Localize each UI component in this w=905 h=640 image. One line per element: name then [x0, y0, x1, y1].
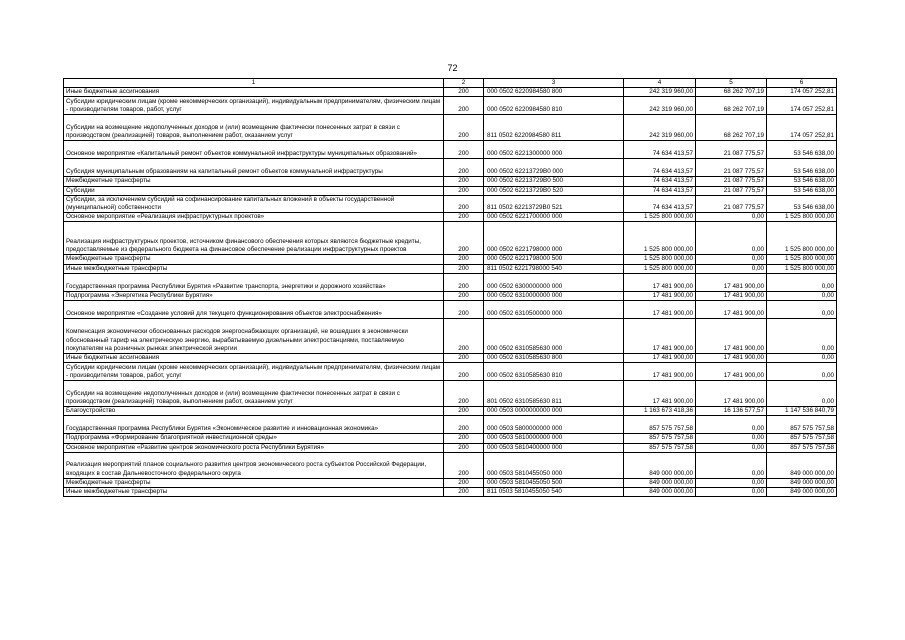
page-number: 72 [447, 63, 458, 73]
row-line-code-cell: 200 [444, 301, 484, 319]
row-approved-cell: 1 163 673 418,36 [624, 407, 696, 416]
row-executed-cell: 21 087 775,57 [696, 159, 767, 177]
row-executed-cell: 0,00 [696, 213, 767, 222]
row-budget-code-cell: 000 0503 0000000000 000 [484, 407, 624, 416]
table-row [64, 434, 837, 443]
row-approved-cell: 74 634 413,57 [624, 159, 696, 177]
table-row [64, 291, 837, 300]
row-line-code-cell: 200 [444, 273, 484, 291]
row-executed-cell: 21 087 775,57 [696, 186, 767, 195]
row-approved-cell: 849 000 000,00 [624, 452, 696, 478]
row-budget-code-cell: 000 0503 5810000000 000 [484, 434, 624, 443]
row-name-cell: Государственная программа Республики Бурятия «Развитие транспорта, энергетики и дорожного хозяйства» [64, 273, 444, 291]
row-name-cell: Государственная программа Республики Бурятия «Экономическое развитие и инновационная экономика» [64, 416, 444, 434]
row-unexecuted-cell: 1 525 800 000,00 [767, 255, 837, 264]
row-budget-code-cell: 000 0503 5800000000 000 [484, 416, 624, 434]
row-executed-cell: 0,00 [696, 222, 767, 255]
row-budget-code-cell: 000 0502 6220984580 800 [484, 88, 624, 97]
column-header: 5 [696, 79, 767, 88]
row-approved-cell: 857 575 757,58 [624, 416, 696, 434]
row-executed-cell: 17 481 900,00 [696, 381, 767, 407]
row-name-cell: Иные межбюджетные трансферты [64, 264, 444, 273]
row-name-cell: Основное мероприятие «Создание условий для текущего функционирования объектов электроснабжения» [64, 301, 444, 319]
row-executed-cell: 68 262 707,19 [696, 115, 767, 141]
row-executed-cell: 0,00 [696, 434, 767, 443]
row-budget-code-cell: 811 0502 6220984580 811 [484, 115, 624, 141]
table-row [64, 273, 837, 291]
row-executed-cell: 17 481 900,00 [696, 363, 767, 381]
row-executed-cell: 21 087 775,57 [696, 141, 767, 159]
table-row [64, 381, 837, 407]
row-executed-cell: 0,00 [696, 264, 767, 273]
row-executed-cell: 0,00 [696, 488, 767, 497]
table-row [64, 177, 837, 186]
table-row [64, 222, 837, 255]
table-row [64, 363, 837, 381]
row-approved-cell: 74 634 413,57 [624, 141, 696, 159]
row-executed-cell: 17 481 900,00 [696, 319, 767, 354]
row-approved-cell: 17 481 900,00 [624, 291, 696, 300]
row-executed-cell: 0,00 [696, 478, 767, 487]
row-budget-code-cell: 000 0502 6221300000 000 [484, 141, 624, 159]
row-line-code-cell: 200 [444, 488, 484, 497]
row-executed-cell: 17 481 900,00 [696, 301, 767, 319]
row-budget-code-cell: 000 0503 5810455050 500 [484, 478, 624, 487]
row-line-code-cell: 200 [444, 159, 484, 177]
row-line-code-cell: 200 [444, 291, 484, 300]
row-line-code-cell: 200 [444, 443, 484, 452]
row-budget-code-cell: 000 0502 62213729В0 000 [484, 159, 624, 177]
row-name-cell: Межбюджетные трансферты [64, 255, 444, 264]
row-budget-code-cell: 000 0502 62213729В0 520 [484, 186, 624, 195]
table-row [64, 88, 837, 97]
row-budget-code-cell: 000 0502 6300000000 000 [484, 273, 624, 291]
row-approved-cell: 17 481 900,00 [624, 363, 696, 381]
row-unexecuted-cell: 849 000 000,00 [767, 488, 837, 497]
row-line-code-cell: 200 [444, 381, 484, 407]
row-budget-code-cell: 000 0502 6310000000 000 [484, 291, 624, 300]
row-name-cell: Подпрограмма «Формирование благоприятной инвестиционной среды» [64, 434, 444, 443]
row-budget-code-cell: 801 0502 6310585630 811 [484, 381, 624, 407]
row-line-code-cell: 200 [444, 264, 484, 273]
row-unexecuted-cell: 0,00 [767, 301, 837, 319]
row-approved-cell: 849 000 000,00 [624, 488, 696, 497]
table-row [64, 141, 837, 159]
row-unexecuted-cell: 857 575 757,58 [767, 443, 837, 452]
table-row [64, 195, 837, 212]
table-row [64, 159, 837, 177]
row-approved-cell: 74 634 413,57 [624, 195, 696, 212]
table-row [64, 301, 837, 319]
row-name-cell: Основное мероприятие «Капитальный ремонт объектов коммунальной инфраструктуры муниципальных образований» [64, 141, 444, 159]
row-line-code-cell: 200 [444, 195, 484, 212]
row-line-code-cell: 200 [444, 97, 484, 115]
row-executed-cell: 68 262 707,19 [696, 97, 767, 115]
row-approved-cell: 242 319 960,00 [624, 115, 696, 141]
row-unexecuted-cell: 0,00 [767, 291, 837, 300]
row-unexecuted-cell: 0,00 [767, 354, 837, 363]
row-budget-code-cell: 000 0502 6310500000 000 [484, 301, 624, 319]
row-approved-cell: 17 481 900,00 [624, 273, 696, 291]
row-line-code-cell: 200 [444, 141, 484, 159]
row-line-code-cell: 200 [444, 115, 484, 141]
row-unexecuted-cell: 0,00 [767, 319, 837, 354]
row-executed-cell: 21 087 775,57 [696, 195, 767, 212]
table-row [64, 115, 837, 141]
table-row [64, 186, 837, 195]
row-unexecuted-cell: 174 057 252,81 [767, 115, 837, 141]
table-row [64, 264, 837, 273]
row-unexecuted-cell: 174 057 252,81 [767, 97, 837, 115]
row-budget-code-cell: 811 0502 62213729В0 521 [484, 195, 624, 212]
table-row [64, 319, 837, 354]
row-unexecuted-cell: 857 575 757,58 [767, 416, 837, 434]
row-line-code-cell: 200 [444, 177, 484, 186]
row-budget-code-cell: 000 0502 62213729В0 500 [484, 177, 624, 186]
row-line-code-cell: 200 [444, 255, 484, 264]
row-unexecuted-cell: 53 546 638,00 [767, 186, 837, 195]
row-name-cell: Иные межбюджетные трансферты [64, 488, 444, 497]
row-unexecuted-cell: 1 525 800 000,00 [767, 213, 837, 222]
row-approved-cell: 17 481 900,00 [624, 354, 696, 363]
budget-table-body [64, 79, 837, 497]
row-line-code-cell: 200 [444, 363, 484, 381]
row-budget-code-cell: 000 0503 5810400000 000 [484, 443, 624, 452]
table-row [64, 452, 837, 478]
column-header: 3 [484, 79, 624, 88]
row-name-cell: Межбюджетные трансферты [64, 177, 444, 186]
row-name-cell: Субсидии, за исключением субсидий на софинансирование капитальных вложений в объекты государственной (муниципальной) собственности [64, 195, 444, 212]
row-approved-cell: 74 634 413,57 [624, 177, 696, 186]
table-row [64, 416, 837, 434]
row-name-cell: Основное мероприятие «Развитие центров экономического роста Республики Бурятия» [64, 443, 444, 452]
row-budget-code-cell: 811 0502 6221798000 540 [484, 264, 624, 273]
row-approved-cell: 1 525 800 000,00 [624, 264, 696, 273]
table-row [64, 407, 837, 416]
row-executed-cell: 16 136 577,57 [696, 407, 767, 416]
table-row [64, 488, 837, 497]
row-name-cell: Субсидии юридическим лицам (кроме некоммерческих организаций), индивидуальным предпринимателям, физическим лицам - производителям товаров, работ, услуг [64, 97, 444, 115]
table-row [64, 255, 837, 264]
row-line-code-cell: 200 [444, 222, 484, 255]
row-unexecuted-cell: 53 546 638,00 [767, 177, 837, 186]
row-approved-cell: 1 525 800 000,00 [624, 222, 696, 255]
budget-table [63, 78, 837, 497]
row-name-cell: Субсидии юридическим лицам (кроме некоммерческих организаций), индивидуальным предпринимателям, физическим лицам - производителям товаров, работ, услуг [64, 363, 444, 381]
row-executed-cell: 17 481 900,00 [696, 273, 767, 291]
row-unexecuted-cell: 174 057 252,81 [767, 88, 837, 97]
row-name-cell: Субсидии на возмещение недополученных доходов и (или) возмещение фактически понесенных затрат в связи с производством (реализацией) товаров, выполнением работ, оказанием услуг [64, 115, 444, 141]
row-executed-cell: 0,00 [696, 255, 767, 264]
row-budget-code-cell: 811 0503 5810455050 540 [484, 488, 624, 497]
row-unexecuted-cell: 0,00 [767, 381, 837, 407]
row-executed-cell: 68 262 707,19 [696, 88, 767, 97]
row-budget-code-cell: 000 0502 6310585630 000 [484, 319, 624, 354]
row-unexecuted-cell: 849 000 000,00 [767, 478, 837, 487]
row-unexecuted-cell: 53 546 638,00 [767, 159, 837, 177]
row-executed-cell: 21 087 775,57 [696, 177, 767, 186]
table-row [64, 354, 837, 363]
row-executed-cell: 0,00 [696, 443, 767, 452]
row-name-cell: Субсидия муниципальным образованиям на капитальный ремонт объектов коммунальной инфраструктуры [64, 159, 444, 177]
table-row [64, 443, 837, 452]
row-budget-code-cell: 000 0502 6310585630 800 [484, 354, 624, 363]
table-row [64, 478, 837, 487]
column-header: 6 [767, 79, 837, 88]
row-approved-cell: 17 481 900,00 [624, 301, 696, 319]
row-approved-cell: 1 525 800 000,00 [624, 255, 696, 264]
row-unexecuted-cell: 53 546 638,00 [767, 195, 837, 212]
row-approved-cell: 242 319 960,00 [624, 88, 696, 97]
row-approved-cell: 17 481 900,00 [624, 381, 696, 407]
row-unexecuted-cell: 0,00 [767, 363, 837, 381]
row-line-code-cell: 200 [444, 186, 484, 195]
row-approved-cell: 1 525 800 000,00 [624, 213, 696, 222]
row-unexecuted-cell: 0,00 [767, 273, 837, 291]
table-header-row [64, 79, 837, 88]
row-name-cell: Реализация инфраструктурных проектов, источником финансового обеспечения которых являются бюджетные кредиты, предоставляемые из федерального бюджета на финансовое обеспечение реализации инфраструктурных проектов [64, 222, 444, 255]
row-approved-cell: 17 481 900,00 [624, 319, 696, 354]
row-unexecuted-cell: 53 546 638,00 [767, 141, 837, 159]
row-name-cell: Благоустройство [64, 407, 444, 416]
row-name-cell: Иные бюджетные ассигнования [64, 354, 444, 363]
row-unexecuted-cell: 1 147 536 840,79 [767, 407, 837, 416]
row-name-cell: Иные бюджетные ассигнования [64, 88, 444, 97]
row-name-cell: Субсидии на возмещение недополученных доходов и (или) возмещение фактически понесенных затрат в связи с производством (реализацией) товаров, выполнением работ, оказанием услуг [64, 381, 444, 407]
row-approved-cell: 857 575 757,58 [624, 434, 696, 443]
row-line-code-cell: 200 [444, 434, 484, 443]
row-approved-cell: 74 634 413,57 [624, 186, 696, 195]
row-name-cell: Основное мероприятие «Реализация инфраструктурных проектов» [64, 213, 444, 222]
row-line-code-cell: 200 [444, 88, 484, 97]
row-line-code-cell: 200 [444, 452, 484, 478]
row-unexecuted-cell: 1 525 800 000,00 [767, 222, 837, 255]
row-unexecuted-cell: 849 000 000,00 [767, 452, 837, 478]
row-line-code-cell: 200 [444, 354, 484, 363]
row-budget-code-cell: 000 0502 6221798000 000 [484, 222, 624, 255]
row-budget-code-cell: 000 0502 6221700000 000 [484, 213, 624, 222]
row-budget-code-cell: 000 0503 5810455050 000 [484, 452, 624, 478]
table-row [64, 213, 837, 222]
row-line-code-cell: 200 [444, 478, 484, 487]
row-name-cell: Компенсация экономически обоснованных расходов энергоснабжающих организаций, не вошедших в экономически обоснованный тариф на электрическую энергию, вырабатываемую дизельными электростанциями, поставляемую покупателям на розничных рынках электрической энергии [64, 319, 444, 354]
row-approved-cell: 242 319 960,00 [624, 97, 696, 115]
column-header: 4 [624, 79, 696, 88]
row-budget-code-cell: 000 0502 6220984580 810 [484, 97, 624, 115]
row-name-cell: Реализация мероприятий планов социального развития центров экономического роста субъектов Российской Федерации, входящих в состав Дальневосточного федерального округа [64, 452, 444, 478]
row-approved-cell: 849 000 000,00 [624, 478, 696, 487]
row-unexecuted-cell: 857 575 757,58 [767, 434, 837, 443]
row-executed-cell: 17 481 900,00 [696, 354, 767, 363]
row-name-cell: Межбюджетные трансферты [64, 478, 444, 487]
row-executed-cell: 0,00 [696, 452, 767, 478]
row-name-cell: Субсидии [64, 186, 444, 195]
column-header: 1 [64, 79, 444, 88]
table-row [64, 97, 837, 115]
column-header: 2 [444, 79, 484, 88]
row-approved-cell: 857 575 757,58 [624, 443, 696, 452]
row-line-code-cell: 200 [444, 416, 484, 434]
row-line-code-cell: 200 [444, 319, 484, 354]
row-name-cell: Подпрограмма «Энергетика Республики Бурятия» [64, 291, 444, 300]
row-executed-cell: 0,00 [696, 416, 767, 434]
row-unexecuted-cell: 1 525 800 000,00 [767, 264, 837, 273]
row-budget-code-cell: 000 0502 6310585630 810 [484, 363, 624, 381]
row-line-code-cell: 200 [444, 213, 484, 222]
row-executed-cell: 17 481 900,00 [696, 291, 767, 300]
row-line-code-cell: 200 [444, 407, 484, 416]
row-budget-code-cell: 000 0502 6221798000 500 [484, 255, 624, 264]
